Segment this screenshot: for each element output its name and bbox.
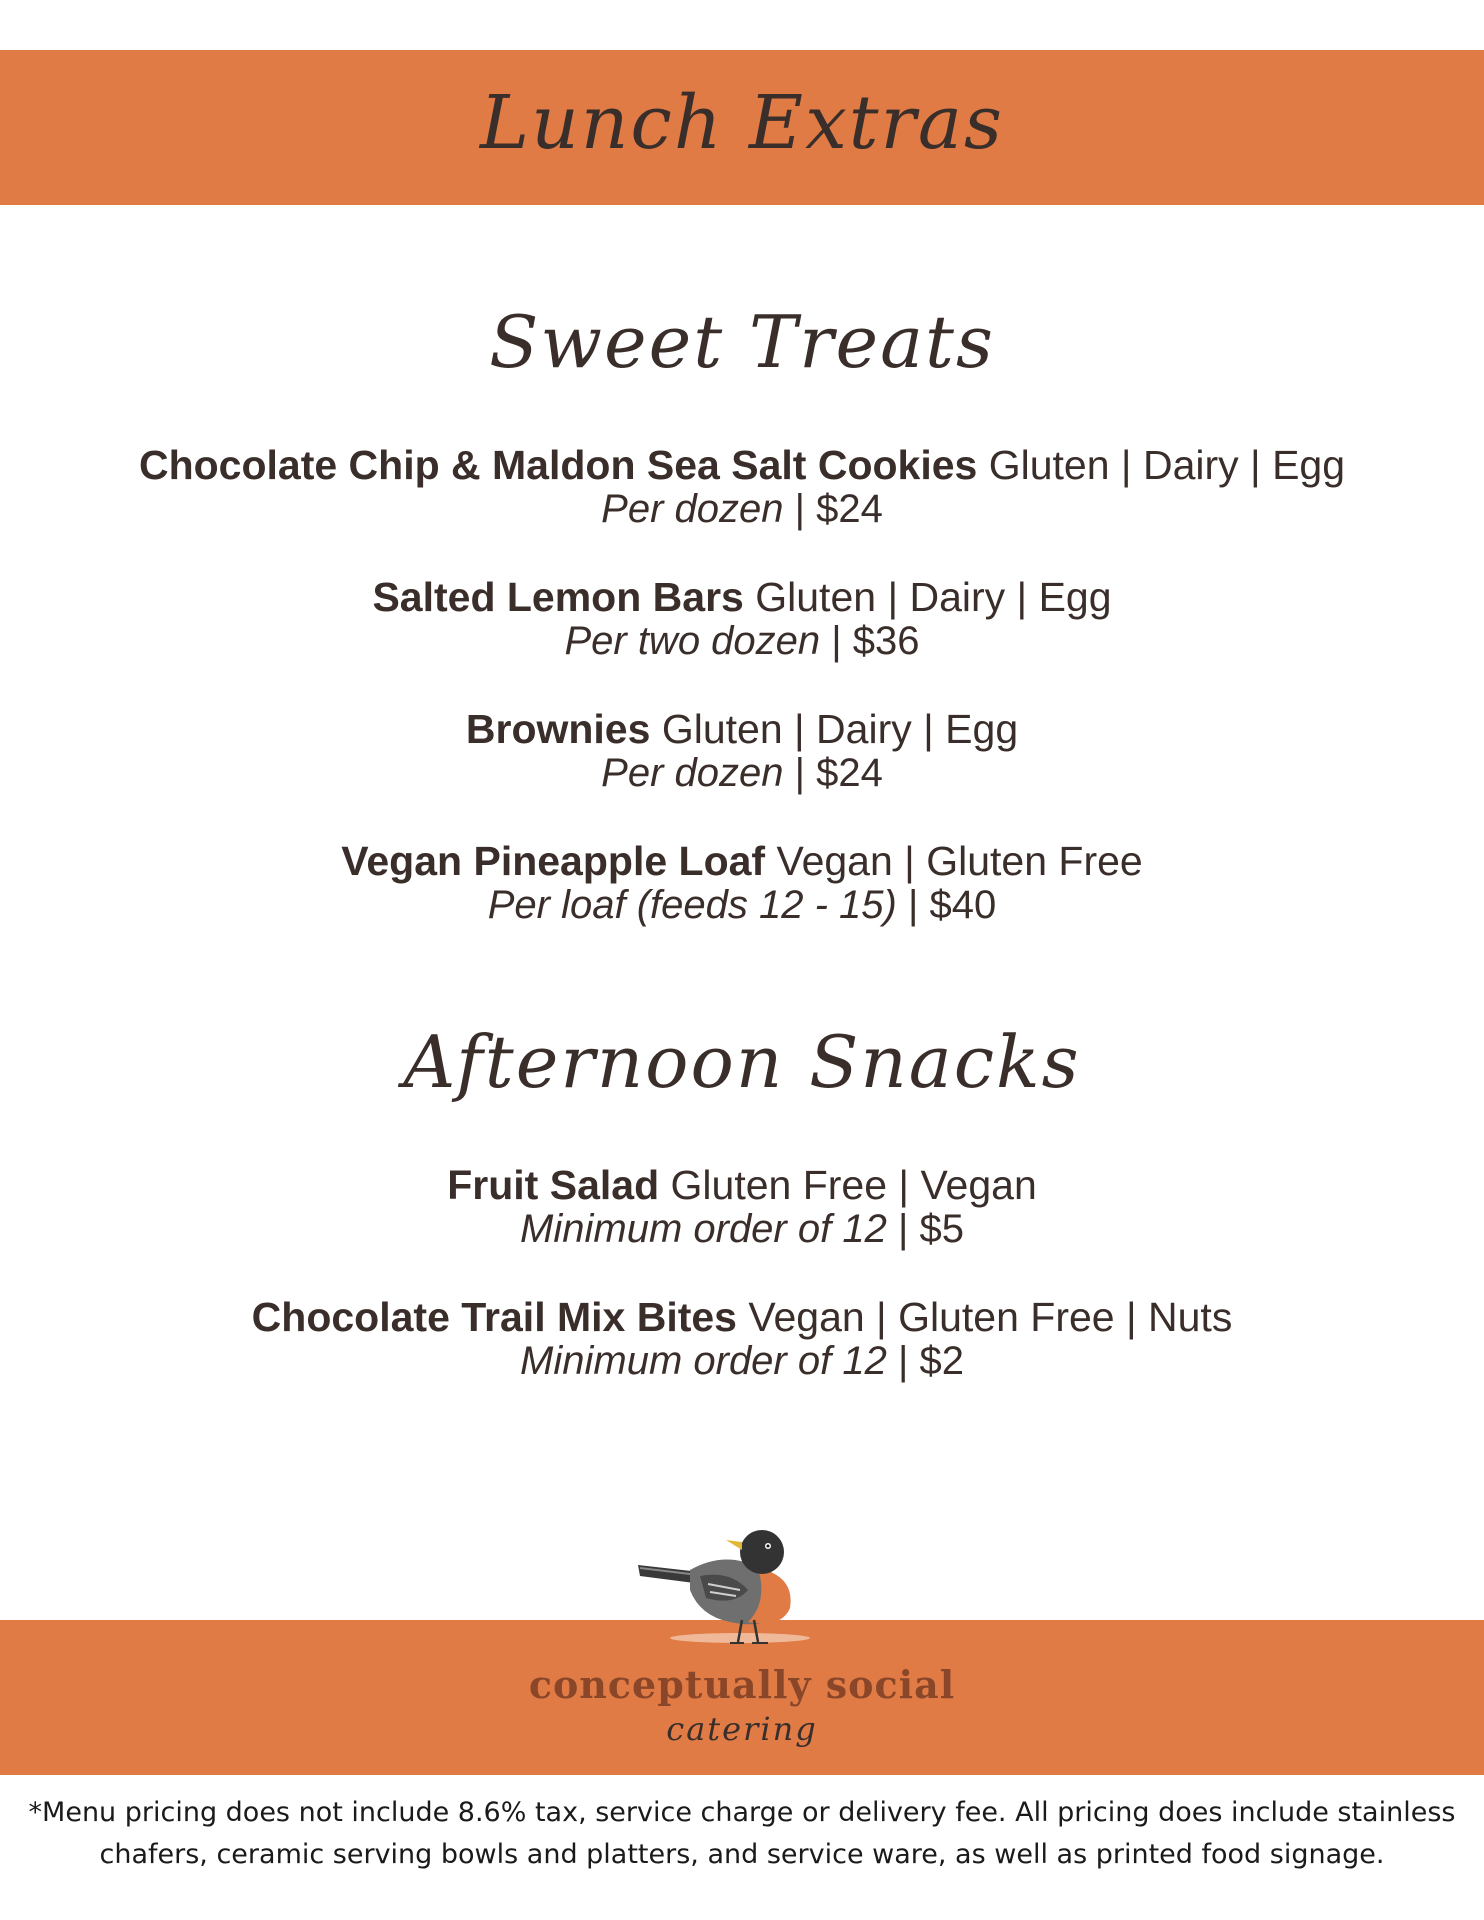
item-tags: Vegan | Gluten Free | Nuts xyxy=(748,1294,1233,1340)
menu-item xyxy=(0,707,1484,795)
item-tags: Gluten | Dairy | Egg xyxy=(661,706,1019,752)
item-name: Brownies xyxy=(465,706,651,752)
footnote-line-2: chafers, ceramic serving bowls and platters, and service ware, as well as printed food signage. xyxy=(99,1839,1385,1870)
item-price: | $40 xyxy=(907,883,997,927)
afternoon-snacks-list xyxy=(0,1163,1484,1427)
menu-item xyxy=(0,839,1484,927)
sweet-treats-list xyxy=(0,443,1484,971)
brand-subtitle: catering xyxy=(666,1710,818,1748)
brand-name: conceptually social xyxy=(528,1662,956,1707)
menu-item xyxy=(0,1163,1484,1251)
header-band xyxy=(0,50,1484,205)
item-name: Chocolate Chip & Maldon Sea Salt Cookies xyxy=(138,442,978,488)
item-price: | $2 xyxy=(897,1339,964,1383)
section-title-sweet-treats: Sweet Treats xyxy=(489,300,995,384)
item-price: | $24 xyxy=(794,487,883,531)
item-tags: Gluten Free | Vegan xyxy=(670,1162,1037,1208)
item-name: Fruit Salad xyxy=(447,1162,660,1208)
item-name: Chocolate Trail Mix Bites xyxy=(251,1294,737,1340)
item-unit: Per loaf (feeds 12 - 15) xyxy=(487,883,897,927)
section-title-afternoon-snacks: Afternoon Snacks xyxy=(403,1020,1081,1104)
item-price: | $5 xyxy=(897,1207,964,1251)
item-unit: Minimum order of 12 xyxy=(520,1339,887,1383)
page-title: Lunch Extras xyxy=(479,79,1005,166)
item-name: Salted Lemon Bars xyxy=(372,574,744,620)
footnote xyxy=(0,1792,1484,1876)
item-price: | $24 xyxy=(794,751,883,795)
item-tags: Vegan | Gluten Free xyxy=(776,838,1143,884)
item-unit: Minimum order of 12 xyxy=(520,1207,887,1251)
item-unit: Per two dozen xyxy=(564,619,821,663)
item-unit: Per dozen xyxy=(601,751,784,795)
item-price: | $36 xyxy=(831,619,920,663)
menu-item xyxy=(0,1295,1484,1383)
item-tags: Gluten | Dairy | Egg xyxy=(988,442,1346,488)
footnote-line-1: *Menu pricing does not include 8.6% tax, service charge or delivery fee. All pricing does include stainless xyxy=(28,1797,1456,1828)
menu-item xyxy=(0,443,1484,531)
robin-bird-icon xyxy=(630,1510,820,1650)
item-name: Vegan Pineapple Loaf xyxy=(341,838,766,884)
item-tags: Gluten | Dairy | Egg xyxy=(755,574,1112,620)
menu-item xyxy=(0,575,1484,663)
item-unit: Per dozen xyxy=(601,487,784,531)
